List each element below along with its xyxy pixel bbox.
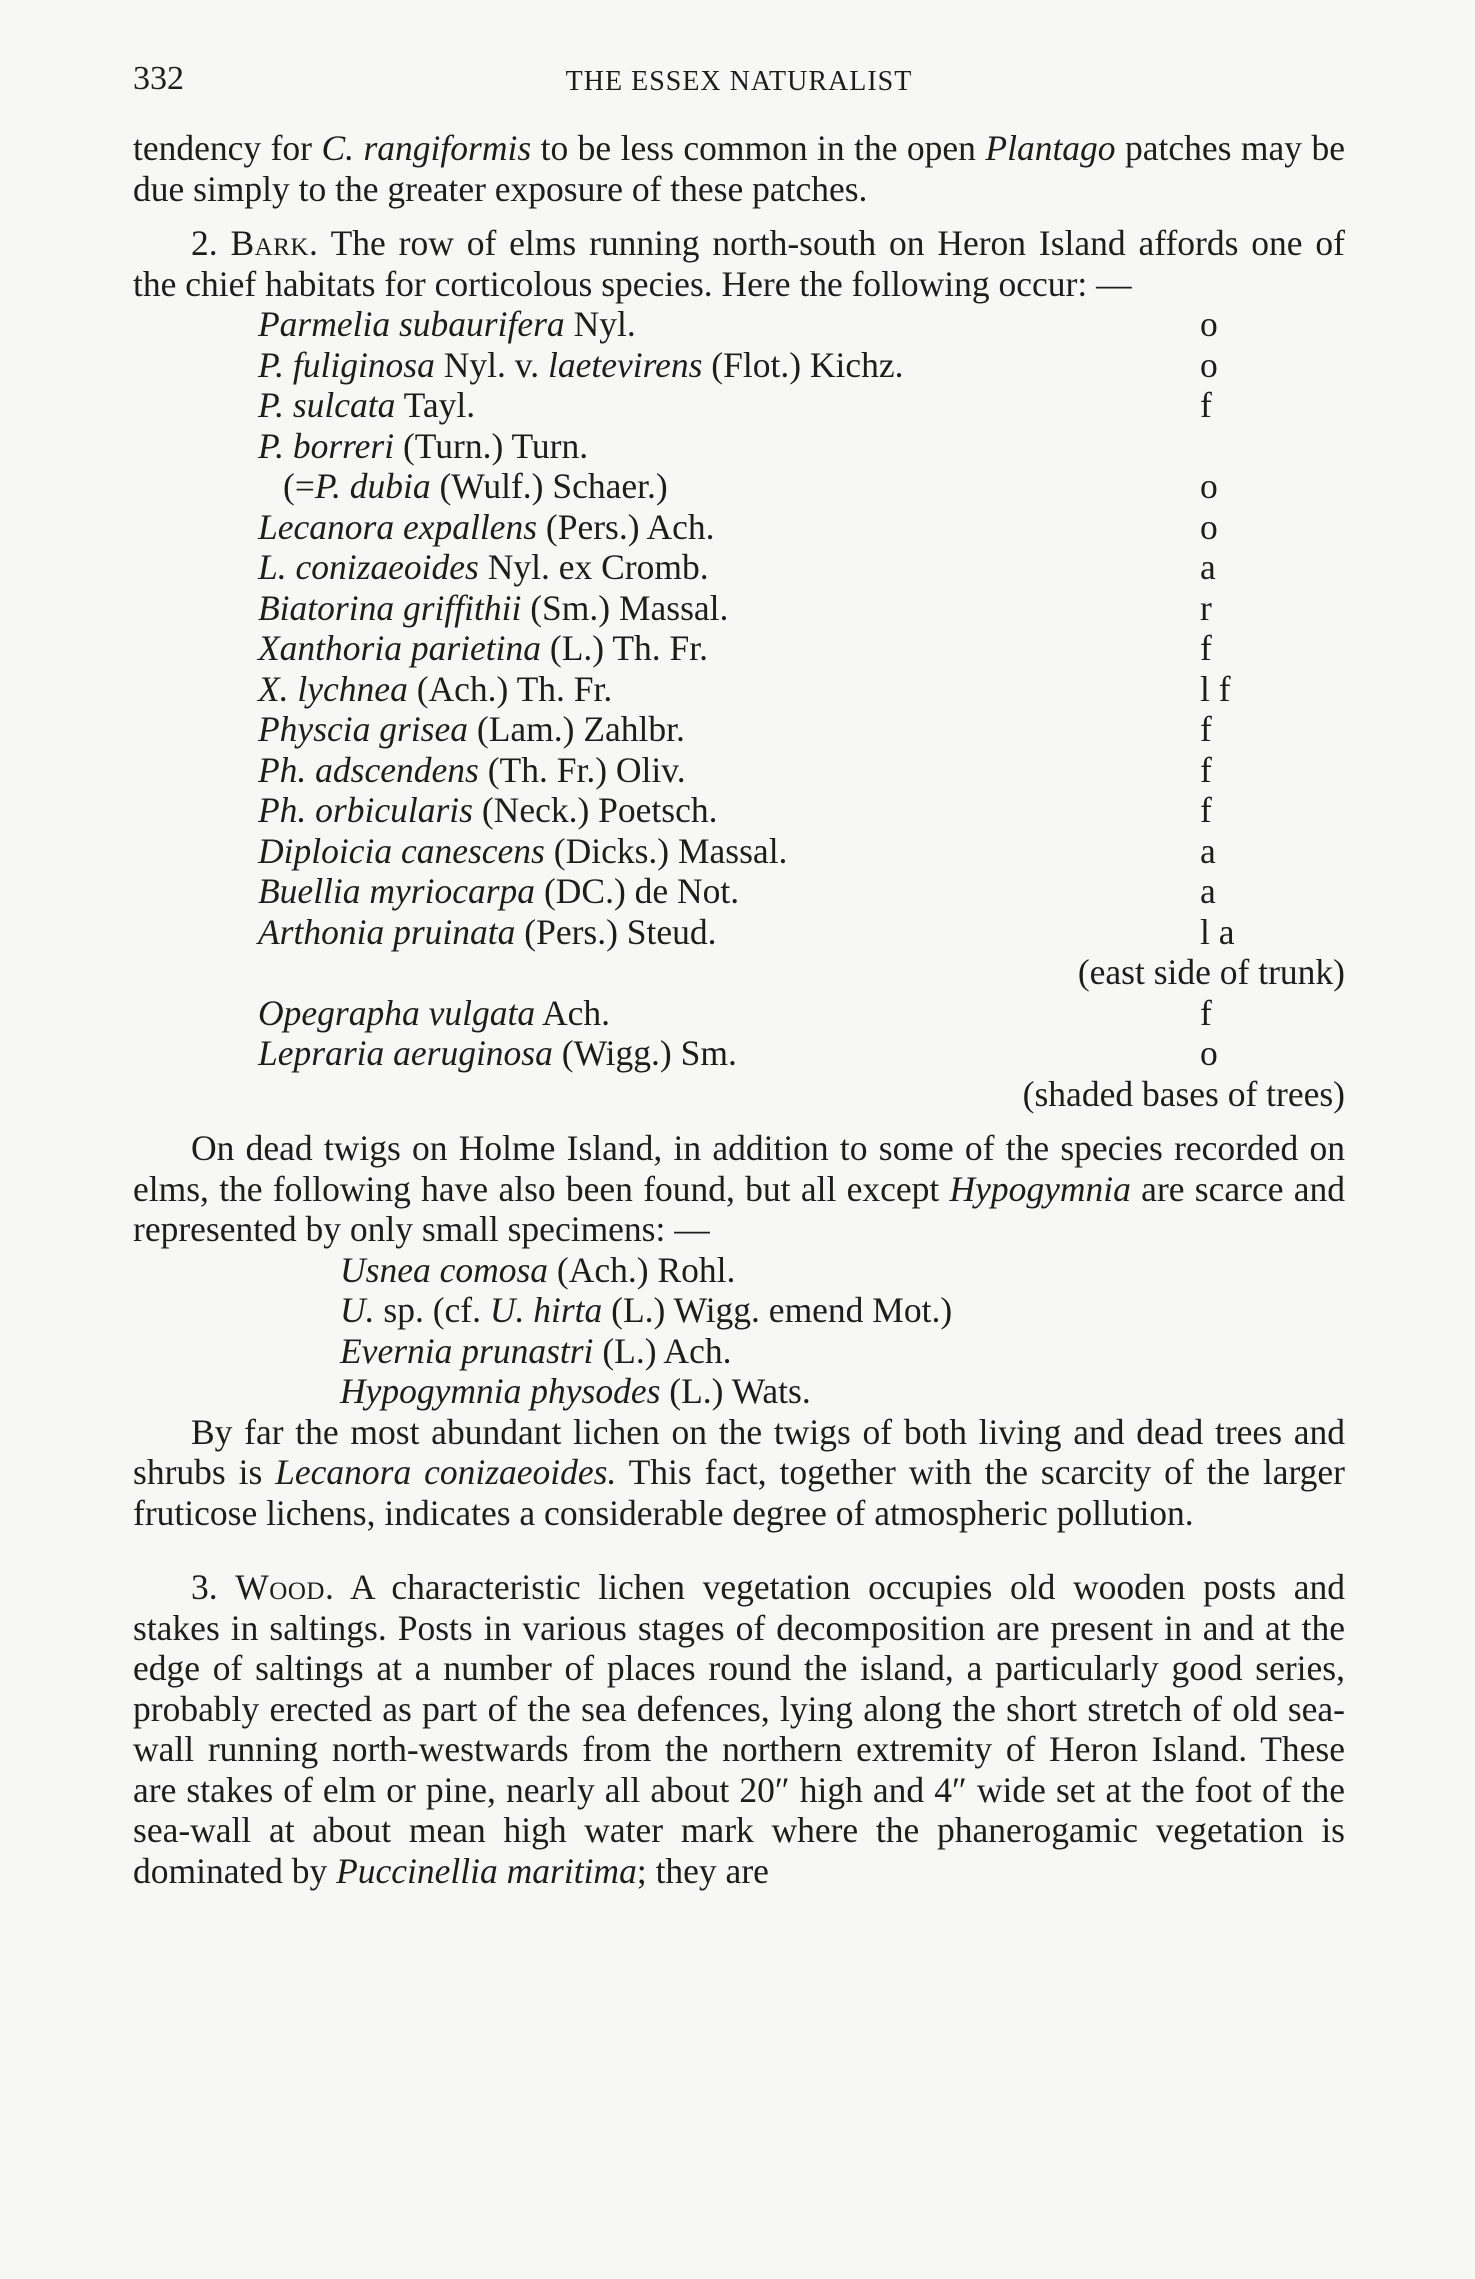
species-name (258, 1033, 737, 1074)
species-author: (Ach.) Th. Fr. (407, 668, 613, 709)
bark-species-list (133, 304, 1345, 1114)
species-name (258, 912, 717, 953)
species-name (258, 426, 588, 467)
abundance-code: o (1200, 466, 1218, 506)
species-binomial: P. sulcata (258, 385, 396, 425)
species-name (258, 304, 636, 345)
species-binomial: Parmelia subaurifera (258, 304, 565, 344)
abundance-code: a (1200, 830, 1216, 871)
abundance-code: o (1200, 1033, 1218, 1073)
abundance-code: f (1200, 628, 1212, 668)
species-name (258, 385, 475, 426)
species-author: (L.) Wats. (660, 1371, 811, 1411)
species-author: (Wigg.) Sm. (552, 1033, 737, 1073)
species-prefix: (= (283, 466, 315, 506)
species-binomial: Physcia grisea (258, 709, 469, 749)
abundance-code: f (1200, 749, 1212, 790)
species-row (133, 709, 1345, 750)
abundant-paragraph: By far the most abundant lichen on the twigs of both living and dead trees and shrubs is Lecanora conizaeoides. This fact, together with the scarcity of the larger fruticose lichens, indicates a considerable degree of atmospheric pollution. (133, 1411, 1345, 1533)
section-number: 3. (191, 1567, 236, 1607)
species-row (133, 547, 1345, 588)
species-row (133, 1371, 1345, 1412)
species-row (133, 507, 1345, 548)
abundance-code: o (1200, 506, 1218, 547)
species-author: sp. (cf. (374, 1290, 490, 1330)
species-row (133, 1331, 1345, 1372)
species-name (283, 466, 668, 507)
species-row (133, 1074, 1345, 1115)
species-binomial: P. borreri (258, 425, 395, 466)
species-author: Ach. (535, 992, 611, 1033)
abundance-code: o (1200, 304, 1218, 344)
species-binomial: Lepraria aeruginosa (258, 1033, 553, 1073)
species-row (133, 831, 1345, 872)
section-number: 2. (191, 223, 231, 263)
abundance-code: l f (1200, 668, 1231, 709)
abundance-code: f (1200, 385, 1212, 425)
species-author: (Pers.) Steud. (515, 911, 717, 952)
twig-species-list (133, 1250, 1345, 1412)
species-author: (Flot.) Kichz. (702, 344, 904, 385)
species-author: Nyl. (564, 304, 636, 344)
species-binomial: Hypogymnia physodes (340, 1371, 661, 1411)
species-name (258, 709, 685, 750)
species-author: Tayl. (395, 385, 476, 425)
species-binomial: Ph. adscendens (258, 749, 479, 790)
intro-paragraph: tendency for C. rangiformis to be less common in the open Plantago patches may be due simply to the greater exposure of these patches. (133, 128, 1346, 209)
wood-paragraph: 3. Wood. A characteristic lichen vegetation occupies old wooden posts and stakes in saltings. Posts in various stages of decomposition are present in and at the edge of saltings at a number of places round the island, a particularly good series, probably erected as part of the sea defences, lying along the short stretch of old sea-wall running north-westwards from the northern extremity of Heron Island. These are stakes of elm or pine, nearly all about 20″ high and 4″ wide set at the foot of the sea-wall at about mean high water mark where the phanerogamic vegetation is dominated by Puccinellia maritima; they are (133, 1567, 1346, 1891)
abundance-code: l a (1200, 911, 1235, 952)
species-row (133, 912, 1345, 953)
species-author: (Sm.) Massal. (521, 587, 729, 628)
section-heading-wood: Wood. (235, 1567, 335, 1607)
species-binomial: Biatorina griffithii (258, 587, 522, 628)
species-name (258, 993, 610, 1034)
species-binomial: Buellia myriocarpa (258, 871, 536, 911)
species-name (258, 831, 787, 872)
species-binomial: U. (340, 1290, 375, 1330)
page-body (133, 128, 1345, 1891)
species-name (258, 790, 717, 831)
species-binomial: P. fuliginosa (258, 344, 435, 385)
species-binomial: Ph. orbicularis (258, 790, 473, 830)
species-row (133, 304, 1345, 345)
species-binomial: Evernia prunastri (340, 1330, 594, 1371)
abundance-code: o (1200, 344, 1218, 385)
species-row (133, 993, 1345, 1034)
species-author: (Turn.) Turn. (394, 425, 589, 466)
species-name (258, 871, 739, 912)
species-author: (Pers.) Ach. (537, 506, 715, 547)
bark-paragraph: 2. Bark. The row of elms running north-south on Heron Island affords one of the chief habitats for corticolous species. Here the following occur: — (133, 223, 1345, 304)
species-author: Nyl. ex Cromb. (478, 547, 709, 587)
running-head: THE ESSEX NATURALIST (565, 66, 913, 97)
species-author: (Ach.) Rohl. (548, 1249, 736, 1290)
species-row (133, 1290, 1345, 1331)
species-author: (Dicks.) Massal. (544, 830, 788, 871)
species-author: (Neck.) Poetsch. (472, 790, 718, 830)
species-binomial: Lecanora expallens (258, 506, 538, 547)
species-author: (DC.) de Not. (535, 871, 740, 911)
species-author: (Th. Fr.) Oliv. (478, 749, 686, 790)
species-name (258, 345, 904, 386)
species-row (133, 952, 1345, 993)
species-binomial: Xanthoria parietina (258, 628, 542, 668)
abundance-code: f (1200, 992, 1212, 1033)
species-row (133, 426, 1345, 467)
species-name (258, 669, 612, 710)
abundance-code: f (1200, 709, 1212, 749)
species-name (258, 507, 714, 548)
species-author: (Lam.) Zahlbr. (468, 709, 685, 749)
species-row (133, 790, 1345, 831)
habitat-note: (shaded bases of trees) (1022, 1073, 1345, 1114)
species-row (133, 1033, 1345, 1074)
species-binomial: Diploicia canescens (258, 830, 545, 871)
species-author: (L.) Ach. (593, 1330, 732, 1371)
abundance-code: r (1200, 587, 1212, 628)
species-author: (L.) Th. Fr. (541, 628, 708, 668)
species-row (133, 1250, 1345, 1291)
species-binomial: U. hirta (489, 1290, 603, 1330)
species-binomial: Opegrapha vulgata (258, 992, 536, 1033)
species-row (133, 385, 1345, 426)
species-name (258, 588, 728, 629)
abundance-code: a (1200, 871, 1216, 911)
species-row (133, 466, 1345, 507)
species-binomial: Arthonia pruinata (258, 911, 516, 952)
species-row (133, 750, 1345, 791)
species-row (133, 669, 1345, 710)
species-author: Nyl. v. (434, 344, 548, 385)
species-name (258, 547, 709, 588)
species-binomial: P. dubia (314, 466, 431, 506)
species-binomial: L. conizaeoides (258, 547, 479, 587)
species-row (133, 628, 1345, 669)
species-binomial: Usnea comosa (340, 1249, 549, 1290)
species-author: (L.) Wigg. emend Mot.) (602, 1290, 953, 1330)
abundance-code: a (1200, 547, 1216, 587)
page-header (133, 60, 1345, 100)
species-row (133, 345, 1345, 386)
species-variety: laetevirens (547, 344, 703, 385)
species-name (258, 750, 686, 791)
habitat-note: (east side of trunk) (1077, 952, 1345, 992)
species-row (133, 588, 1345, 629)
section-heading-bark: Bark. (230, 223, 319, 263)
page-number: 332 (133, 60, 184, 97)
abundance-code: f (1200, 790, 1212, 830)
species-name (258, 628, 708, 669)
species-row (133, 871, 1345, 912)
species-binomial: X. lychnea (258, 668, 408, 709)
twigs-paragraph: On dead twigs on Holme Island, in addition to some of the species recorded on elms, the following have also been found, but all except Hypogymnia are scarce and represented by only small specimens: — (133, 1128, 1345, 1249)
species-author: (Wulf.) Schaer.) (430, 466, 668, 506)
